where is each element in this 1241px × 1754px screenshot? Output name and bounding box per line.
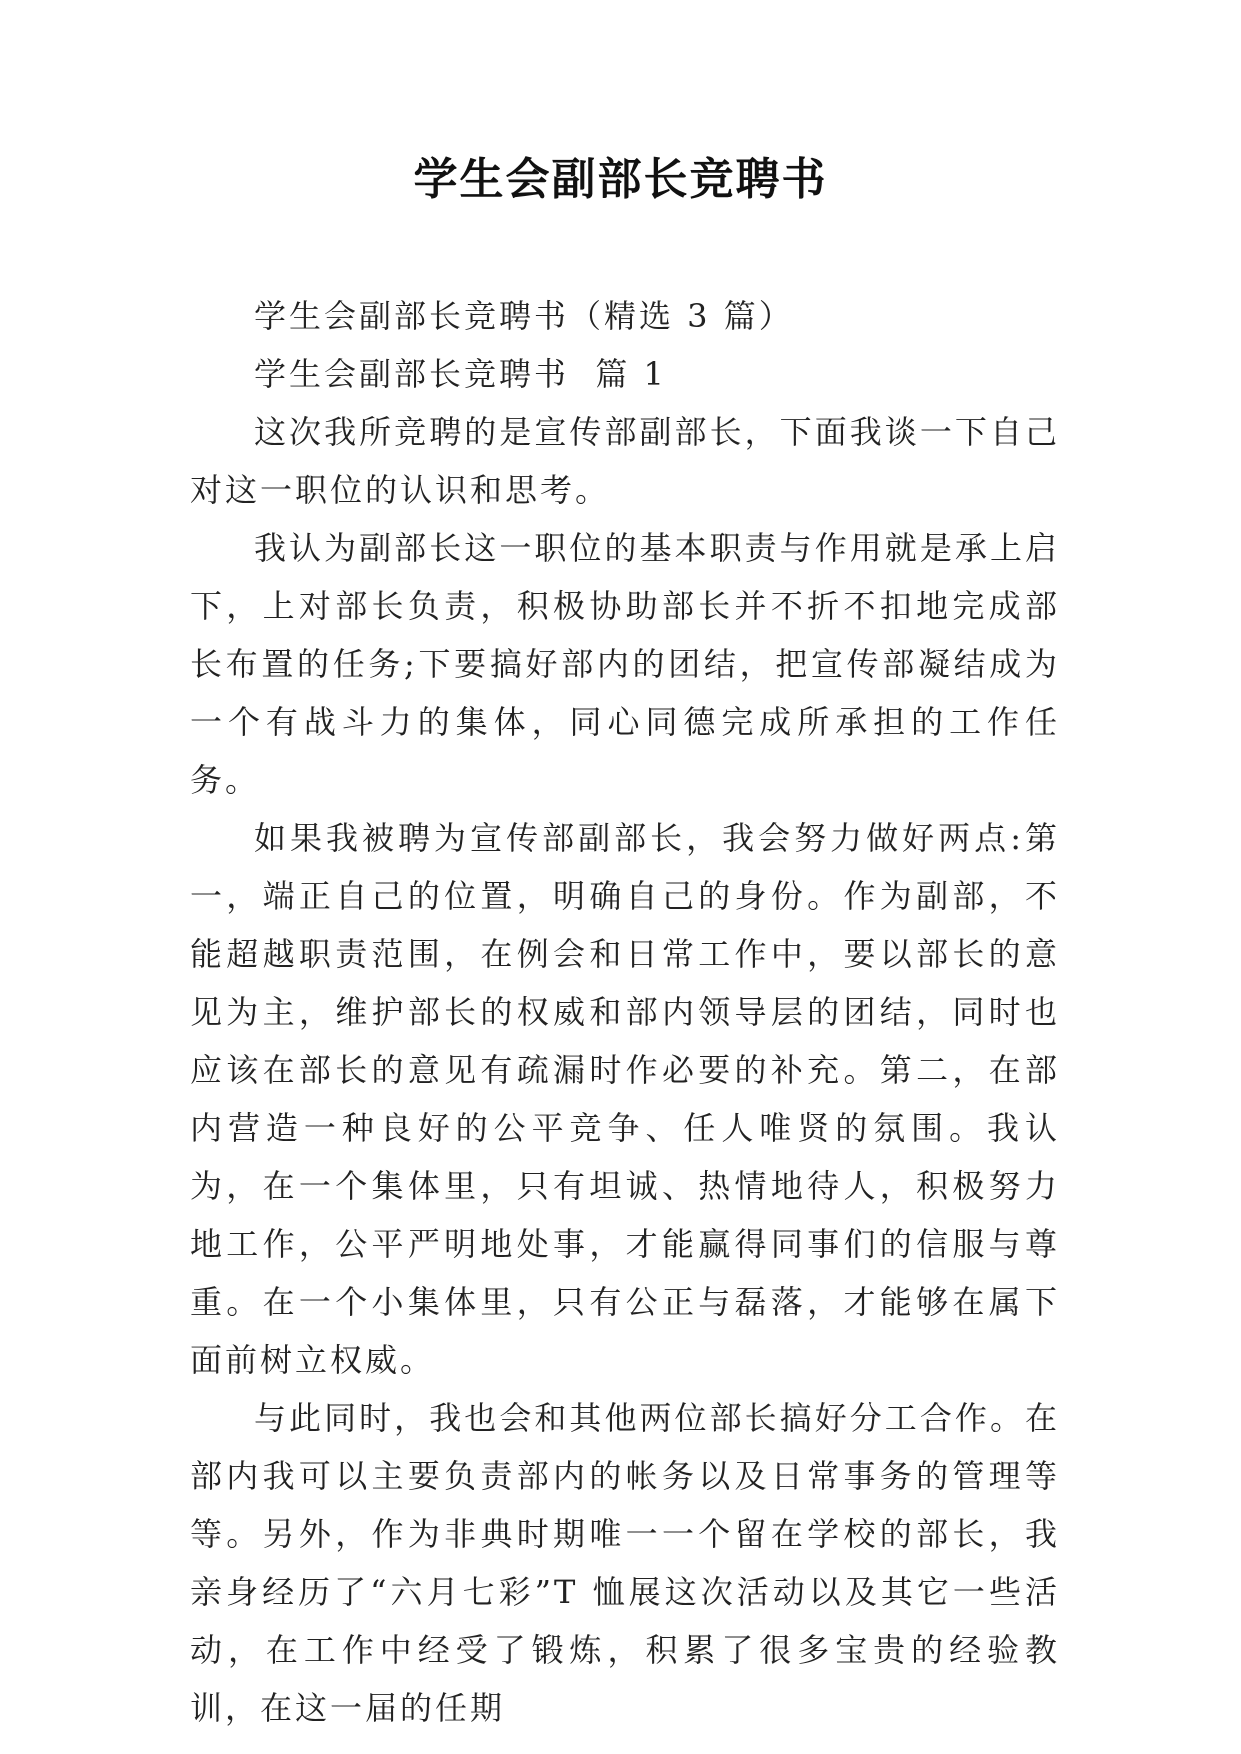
document-title: 学生会副部长竞聘书: [413, 154, 828, 205]
document-subtitle: 学生会副部长竞聘书（精选 3 篇）: [254, 297, 794, 335]
document-body: [190, 287, 1060, 1737]
paragraph-2: 我认为副部长这一职位的基本职责与作用就是承上启下，上对部长负责，积极协助部长并不折不扣地完成部长布置的任务;下要搞好部内的团结，把宣传部凝结成为一个有战斗力的集体，同心同德完成所承担的工作任务。: [190, 529, 1060, 799]
section-heading: 学生会副部长竞聘书 篇 1: [254, 355, 667, 393]
paragraph-3: 如果我被聘为宣传部副部长，我会努力做好两点:第一，端正自己的位置，明确自己的身份。作为副部，不能超越职责范围，在例会和日常工作中，要以部长的意见为主，维护部长的权威和部内领导层的团结，同时也应该在部长的意见有疏漏时作必要的补充。第二，在部内营造一种良好的公平竞争、任人唯贤的氛围。我认为，在一个集体里，只有坦诚、热情地待人，积极努力地工作，公平严明地处事，才能赢得同事们的信服与尊重。在一个小集体里，只有公正与磊落，才能够在属下面前树立权威。: [190, 819, 1060, 1379]
paragraph-1: 这次我所竞聘的是宣传部副部长，下面我谈一下自己对这一职位的认识和思考。: [190, 413, 1060, 509]
paragraph-4: 与此同时，我也会和其他两位部长搞好分工合作。在部内我可以主要负责部内的帐务以及日常事务的管理等等。另外，作为非典时期唯一一个留在学校的部长，我亲身经历了“六月七彩”T 恤展这次活动以及其它一些活动，在工作中经受了锻炼，积累了很多宝贵的经验教训，在这一届的任期: [190, 1399, 1060, 1727]
